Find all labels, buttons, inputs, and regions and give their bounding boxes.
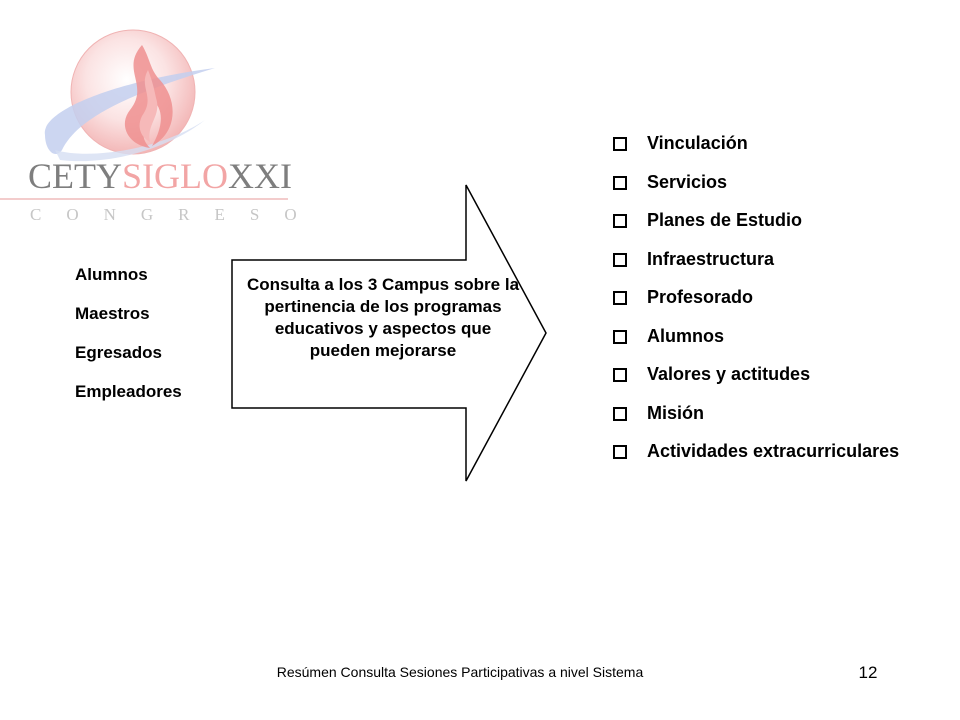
hollow-square-icon bbox=[613, 291, 627, 305]
topic-label: Servicios bbox=[647, 171, 728, 192]
topic-label: Infraestructura bbox=[647, 248, 775, 269]
hollow-square-icon bbox=[613, 330, 627, 344]
logo-word-siglo: SIGLO bbox=[122, 156, 228, 196]
stakeholder-item: Maestros bbox=[75, 304, 150, 323]
stakeholder-list bbox=[75, 265, 225, 421]
stakeholder-item: Egresados bbox=[75, 343, 162, 362]
stakeholder-item: Empleadores bbox=[75, 382, 182, 401]
topic-item bbox=[611, 286, 911, 309]
topic-list bbox=[611, 132, 911, 479]
topic-item bbox=[611, 248, 911, 271]
topic-label: Alumnos bbox=[647, 325, 725, 346]
hollow-square-icon bbox=[613, 176, 627, 190]
topic-label: Vinculación bbox=[647, 133, 748, 153]
topic-label: Valores y actitudes bbox=[647, 364, 811, 384]
hollow-square-icon bbox=[613, 253, 627, 267]
topic-item bbox=[611, 402, 911, 425]
topic-item bbox=[611, 325, 911, 348]
stakeholder-item: Alumnos bbox=[75, 265, 148, 284]
topic-item bbox=[611, 363, 911, 386]
hollow-square-icon bbox=[613, 214, 627, 228]
hollow-square-icon bbox=[613, 407, 627, 421]
footer-caption: Resúmen Consulta Sesiones Participativas a nivel Sistema bbox=[276, 664, 644, 680]
logo-subtitle: CONGRESO bbox=[30, 205, 322, 224]
topic-label: Planes de Estudio bbox=[647, 210, 803, 230]
logo-word-cety: CETY bbox=[28, 156, 122, 196]
topic-item bbox=[611, 440, 911, 463]
hollow-square-icon bbox=[613, 137, 627, 151]
topic-label: Actividades extracurriculares bbox=[647, 441, 900, 461]
topic-item bbox=[611, 132, 911, 155]
page-number: 12 bbox=[858, 663, 878, 682]
logo-word-xxi: XXI bbox=[228, 156, 292, 196]
arrow-caption: Consulta a los 3 Campus sobre la pertinencia de los programas educativos y aspectos que pueden mejorarse bbox=[246, 275, 520, 360]
topic-item bbox=[611, 209, 911, 232]
topic-label: Misión bbox=[647, 402, 704, 423]
topic-label: Profesorado bbox=[647, 287, 754, 307]
hollow-square-icon bbox=[613, 445, 627, 459]
topic-item bbox=[611, 171, 911, 194]
hollow-square-icon bbox=[613, 368, 627, 382]
